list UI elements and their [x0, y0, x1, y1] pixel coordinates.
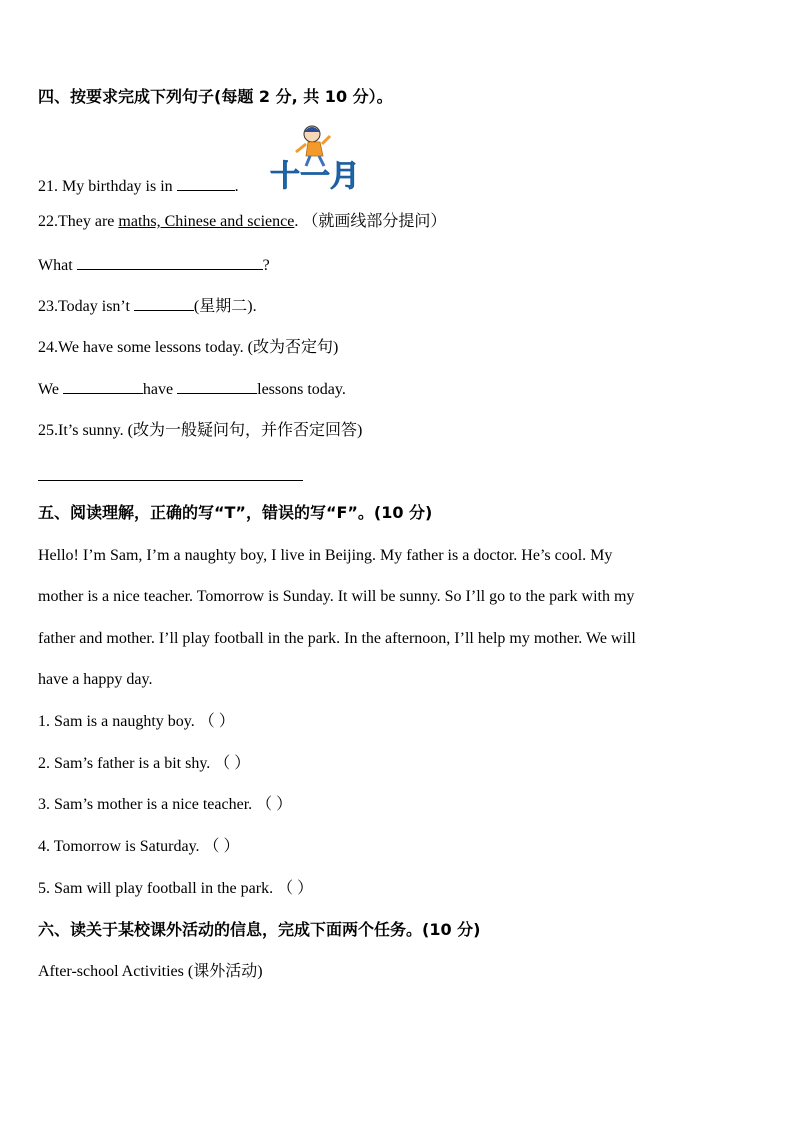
item-text: 2. Sam’s father is a bit shy.	[38, 755, 211, 772]
answer-bracket[interactable]: （ ）	[198, 713, 235, 730]
question-21-text: 21. My birthday is in	[38, 178, 177, 195]
question-25-answer-line[interactable]	[38, 480, 303, 481]
answer-blank[interactable]	[177, 176, 235, 191]
question-22-answer-text: What	[38, 257, 77, 274]
item-text: 1. Sam is a naughty boy.	[38, 713, 195, 730]
answer-blank[interactable]	[177, 379, 257, 394]
answer-blank[interactable]	[77, 255, 263, 270]
section-6-heading: 六、读关于某校课外活动的信息，完成下面两个任务。(10 分)	[38, 920, 481, 939]
item-text: 5. Sam will play football in the park.	[38, 880, 274, 897]
answer-bracket[interactable]: （ ）	[203, 838, 240, 855]
question-24: 24.We have some lessons today. (改为否定句)	[38, 339, 339, 356]
true-false-item	[38, 712, 235, 732]
question-21	[38, 176, 239, 197]
item-text: 3. Sam’s mother is a nice teacher.	[38, 796, 253, 813]
question-22-tail: . （就画线部分提问）	[294, 213, 447, 230]
answer-bracket[interactable]: （ ）	[214, 755, 251, 772]
question-22-text: 22.They are	[38, 213, 119, 230]
answer-bracket[interactable]: （ ）	[256, 796, 293, 813]
answer-bracket[interactable]: （ ）	[277, 880, 314, 897]
question-25: 25.It’s sunny. (改为一般疑问句，并作否定回答)	[38, 422, 363, 439]
true-false-item	[38, 795, 292, 815]
question-22	[38, 212, 446, 232]
section-4-heading: 四、按要求完成下列句子(每题 2 分, 共 10 分）。	[38, 87, 393, 106]
true-false-item	[38, 754, 250, 774]
answer-blank[interactable]	[63, 379, 143, 394]
question-21-tail: .	[234, 178, 239, 195]
question-23	[38, 296, 257, 317]
true-false-item	[38, 837, 240, 857]
item-text: 4. Tomorrow is Saturday.	[38, 838, 200, 855]
question-22-underlined: maths, Chinese and science	[118, 213, 295, 230]
question-23-tail: (星期二).	[193, 298, 257, 315]
question-22-answer	[38, 255, 270, 276]
question-23-text: 23.Today isn’t	[38, 298, 134, 315]
november-month-image	[268, 122, 364, 192]
passage-line: have a happy day.	[38, 671, 153, 688]
question-24-answer-part3: lessons today.	[257, 381, 346, 398]
section-6-subtitle: After-school Activities (课外活动)	[38, 963, 263, 980]
section-5-heading: 五、阅读理解，正确的写“T”，错误的写“F”。(10 分)	[38, 503, 433, 522]
question-22-answer-tail: ?	[262, 257, 270, 274]
month-image-label: 十一月	[270, 159, 360, 192]
passage-line: Hello! I’m Sam, I’m a naughty boy, I live in Beijing. My father is a doctor. He’s cool. My	[38, 547, 613, 564]
question-24-answer-part1: We	[38, 381, 63, 398]
answer-blank[interactable]	[134, 296, 194, 311]
passage-line: father and mother. I’ll play football in the park. In the afternoon, I’ll help my mother. We will	[38, 630, 636, 647]
question-24-answer	[38, 379, 346, 400]
question-24-answer-part2: have	[142, 381, 178, 398]
passage-line: mother is a nice teacher. Tomorrow is Sunday. It will be sunny. So I’ll go to the park with my	[38, 588, 635, 605]
true-false-item	[38, 879, 313, 899]
